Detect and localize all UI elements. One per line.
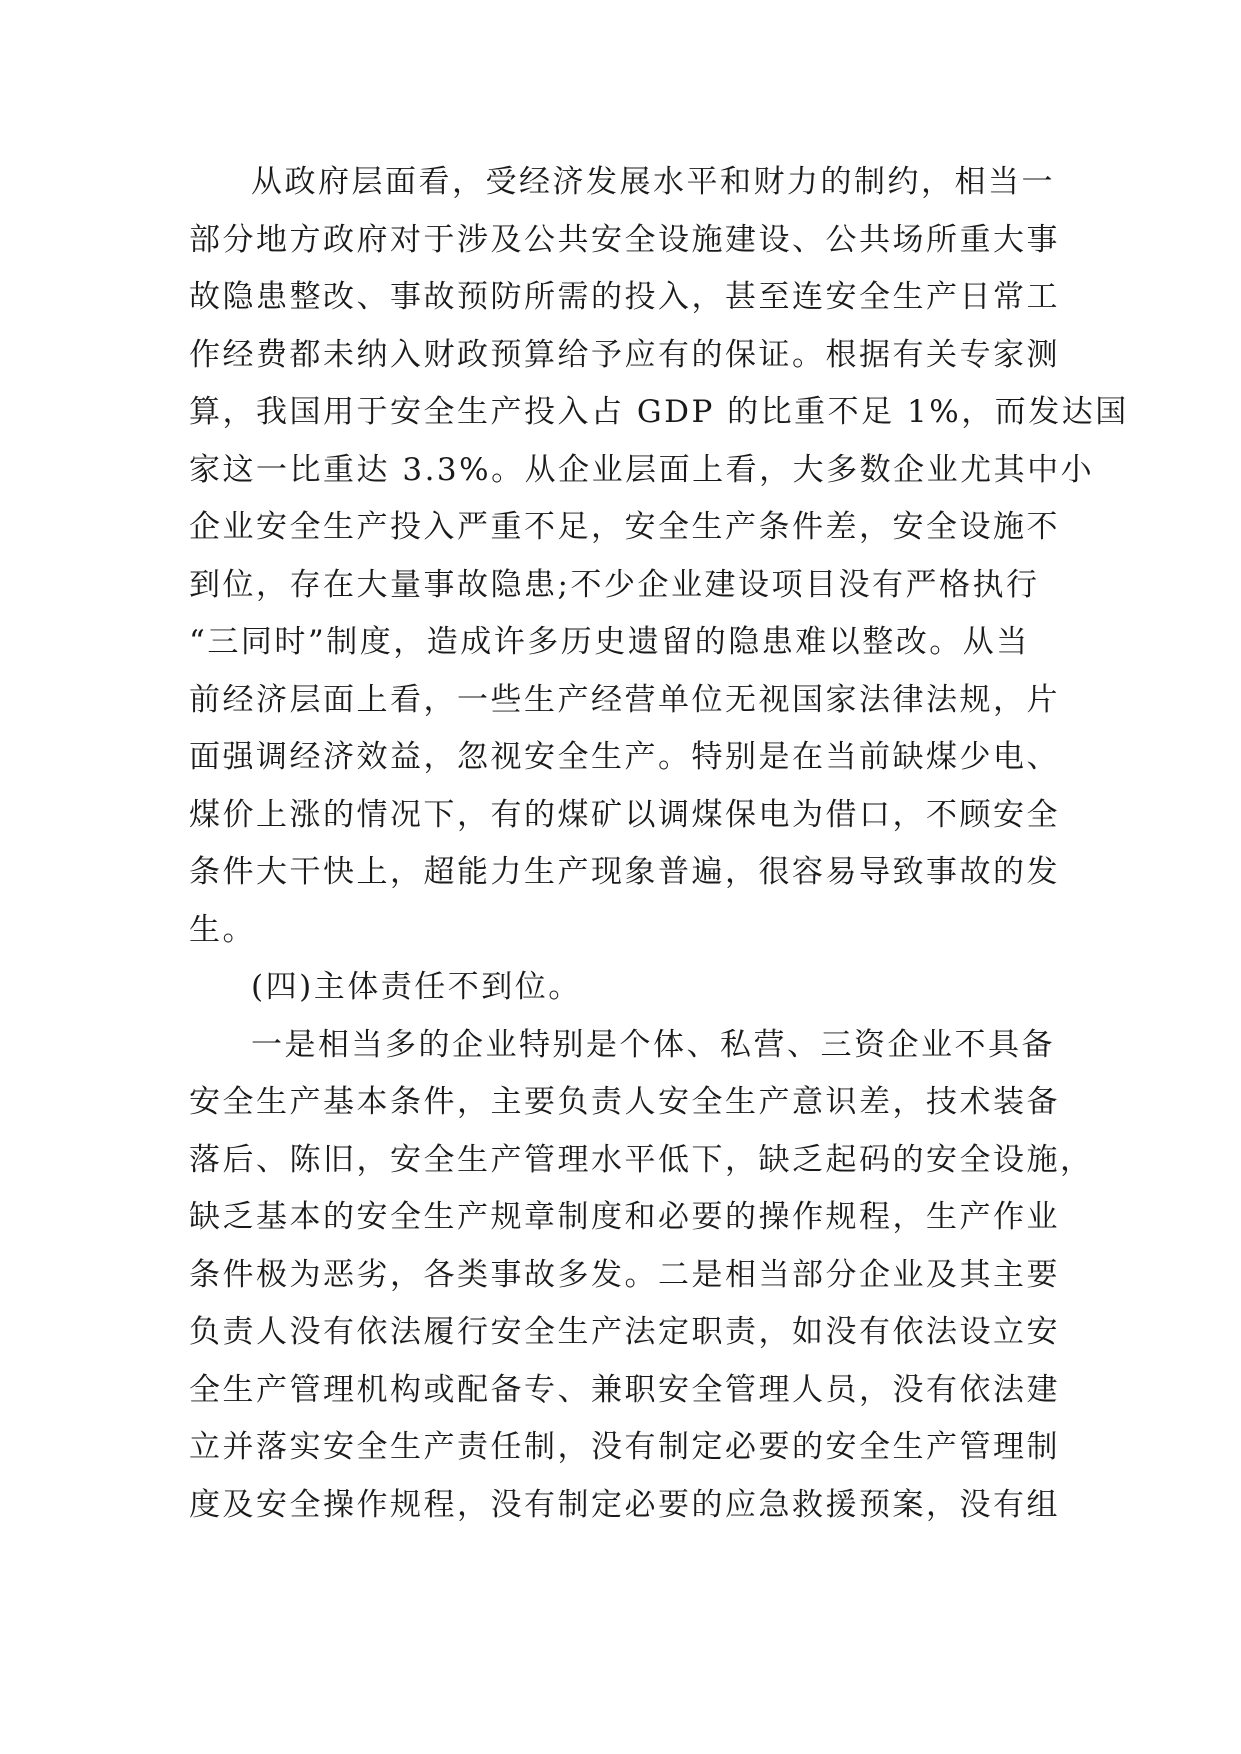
paragraph-1 bbox=[189, 154, 1129, 959]
paragraph-1-line: 家这一比重达 3.3%。从企业层面上看，大多数企业尤其中小 bbox=[189, 451, 1095, 488]
paragraph-1-line: 煤价上涨的情况下，有的煤矿以调煤保电为借口，不顾安全 bbox=[189, 796, 1060, 833]
paragraph-1-line: 条件大干快上，超能力生产现象普遍，很容易导致事故的发 bbox=[189, 854, 1060, 890]
section-heading-4: (四)主体责任不到位。 bbox=[251, 969, 582, 1005]
paragraph-1-line: 生。 bbox=[189, 911, 256, 948]
paragraph-1-line: 作经费都未纳入财政预算给予应有的保证。根据有关专家测 bbox=[189, 336, 1060, 373]
paragraph-2-line: 全生产管理机构或配备专、兼职安全管理人员，没有依法建 bbox=[189, 1371, 1060, 1408]
paragraph-2-line: 缺乏基本的安全生产规章制度和必要的操作规程，生产作业 bbox=[189, 1199, 1060, 1235]
paragraph-1-line: 企业安全生产投入严重不足，安全生产条件差，安全设施不 bbox=[189, 509, 1060, 545]
paragraph-1-line: 面强调经济效益，忽视安全生产。特别是在当前缺煤少电、 bbox=[189, 739, 1060, 775]
paragraph-1-line: 故隐患整改、事故预防所需的投入，甚至连安全生产日常工 bbox=[189, 279, 1060, 315]
paragraph-1-line: 前经济层面上看，一些生产经营单位无视国家法律法规，片 bbox=[189, 681, 1060, 718]
paragraph-2-line: 安全生产基本条件，主要负责人安全生产意识差，技术装备 bbox=[189, 1084, 1060, 1120]
paragraph-2-line: 立并落实安全生产责任制，没有制定必要的安全生产管理制 bbox=[189, 1429, 1060, 1465]
paragraph-1-line: 部分地方政府对于涉及公共安全设施建设、公共场所重大事 bbox=[189, 221, 1060, 258]
paragraph-2-line: 度及安全操作规程，没有制定必要的应急救援预案，没有组 bbox=[189, 1486, 1060, 1523]
paragraph-1-line: 算，我国用于安全生产投入占 GDP 的比重不足 1%，而发达国 bbox=[189, 394, 1129, 430]
paragraph-2 bbox=[189, 1017, 1094, 1535]
paragraph-1-line: “三同时”制度，造成许多历史遗留的隐患难以整改。从当 bbox=[189, 624, 1030, 660]
paragraph-1-line: 到位，存在大量事故隐患;不少企业建设项目没有严格执行 bbox=[189, 566, 1040, 603]
paragraph-2-line: 负责人没有依法履行安全生产法定职责，如没有依法设立安 bbox=[189, 1314, 1060, 1350]
paragraph-1-line: 从政府层面看，受经济发展水平和财力的制约，相当一 bbox=[251, 164, 1055, 200]
paragraph-2-line: 落后、陈旧，安全生产管理水平低下，缺乏起码的安全设施， bbox=[189, 1141, 1094, 1178]
paragraph-2-line: 一是相当多的企业特别是个体、私营、三资企业不具备 bbox=[251, 1026, 1055, 1063]
document-body bbox=[189, 154, 1129, 1534]
paragraph-2-line: 条件极为恶劣，各类事故多发。二是相当部分企业及其主要 bbox=[189, 1256, 1060, 1293]
